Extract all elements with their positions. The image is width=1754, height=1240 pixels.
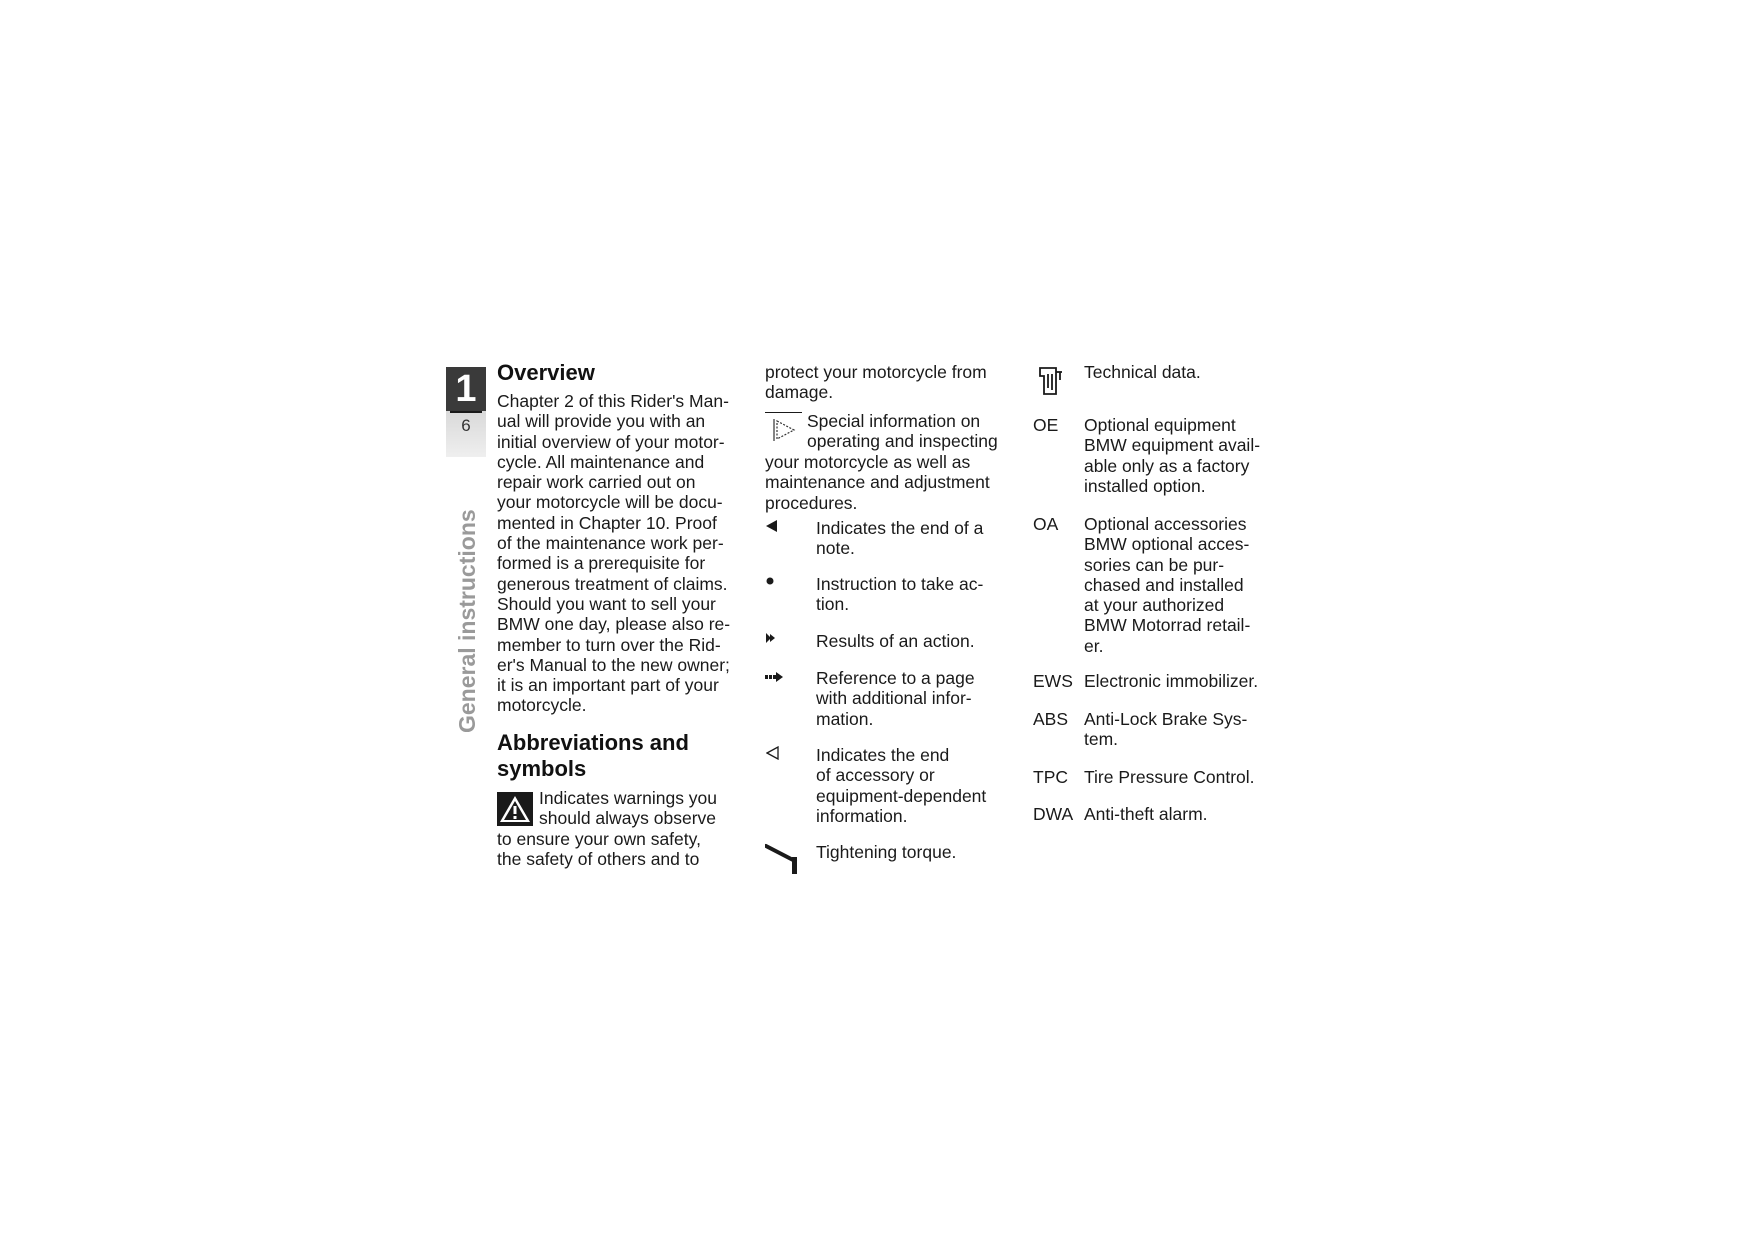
symbol-action-text: Instruction to take ac- tion. [816,574,984,615]
chapter-tab-divider [450,411,482,413]
warning-text-first: Indicates warnings you should always observe [539,788,718,829]
abbr-text-abs: Anti-Lock Brake Sys- tem. [1084,709,1248,750]
chapter-tab [446,367,486,457]
symbol-end-of-note-text: Indicates the end of a note. [816,518,984,559]
special-info-icon [771,417,797,443]
symbol-result-text: Results of an action. [816,631,975,651]
overview-body: Chapter 2 of this Rider's Man- ual will provide you with an initial overview of your motor- cycle. All maintenance and repair work carried out on your motorcycle will be docu- mented in Chapter 10. Proof of the maintenance work per- formed is a prerequisite for generous treatment of claims. Should you want to sell your BMW one day, please also re- member to turn over the Rid- er's Manual to the new owner; it is an important part of your motorcycle. [497,391,731,716]
end-of-note-icon [766,520,778,532]
result-arrow-icon [766,633,776,643]
abbr-code-oe: OE [1033,415,1059,435]
end-of-accessory-info-icon [766,746,779,760]
torque-wrench-icon [765,843,801,875]
warning-text-rest: to ensure your own safety, the safety of others and to [497,829,701,870]
abbr-text-oa: Optional accessories BMW optional acces- sories can be pur- chased and installed at your authorized BMW Motorrad retail- er. [1084,514,1251,656]
abbr-text-dwa: Anti-theft alarm. [1084,804,1208,824]
overview-heading: Overview [497,360,595,385]
abbr-code-tpc: TPC [1033,767,1068,787]
page-reference-icon [765,672,783,682]
abbr-text-oe: Optional equipment BMW equipment avail- able only as a factory installed option. [1084,415,1261,496]
page-number: 6 [461,416,471,435]
abbr-text-ews: Electronic immobilizer. [1084,671,1259,691]
symbol-page-reference-text: Reference to a page with additional infor- mation. [816,668,975,729]
technical-data-icon [1036,364,1064,396]
abbr-code-abs: ABS [1033,709,1069,729]
abbreviations-heading: Abbreviations and symbols [497,730,689,781]
abbr-code-dwa: DWA [1033,804,1074,824]
warning-triangle-icon [497,792,533,826]
symbol-end-of-accessory-text: Indicates the end of accessory or equipment-dependent information. [816,745,987,826]
abbr-code-ews: EWS [1033,671,1073,691]
section-title-vertical: General instructions [454,509,480,733]
technical-data-text: Technical data. [1084,362,1201,382]
special-info-text-first: Special information on operating and inspecting [807,411,998,452]
action-bullet-icon [766,577,774,585]
special-info-rule [765,412,802,413]
symbol-torque-text: Tightening torque. [816,842,957,862]
chapter-number: 1 [455,368,477,410]
special-info-text-rest: your motorcycle as well as maintenance and adjustment procedures. [765,452,990,513]
abbr-text-tpc: Tire Pressure Control. [1084,767,1255,787]
warning-text-continued: protect your motorcycle from damage. [765,362,987,403]
abbr-code-oa: OA [1033,514,1059,534]
